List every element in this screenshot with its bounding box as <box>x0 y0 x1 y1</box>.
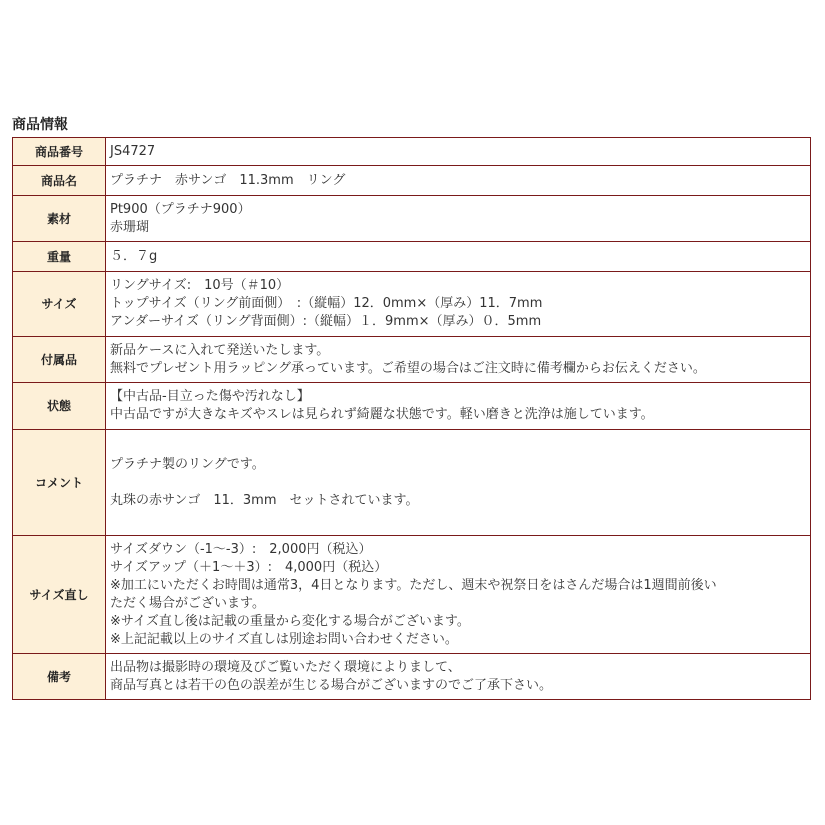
label-condition: 状態 <box>13 383 106 430</box>
label-resize: サイズ直し <box>13 536 106 654</box>
accessories-line: 無料でプレゼント用ラッピング承っています。ご希望の場合はご注文時に備考欄からお伝えください。 <box>110 360 706 376</box>
material-line: 赤珊瑚 <box>110 219 150 235</box>
section-title: 商品情報 <box>12 117 68 133</box>
label-weight: 重量 <box>13 242 106 272</box>
product-name-text: プラチナ 赤サンゴ 11.3mm リング <box>110 172 346 188</box>
value-accessories <box>106 337 811 383</box>
accessories-line: 新品ケースに入れて発送いたします。 <box>110 342 330 358</box>
resize-line: ※上記記載以上のサイズ直しは別途お問い合わせください。 <box>110 631 458 647</box>
row-notes <box>13 654 811 700</box>
label-size: サイズ <box>13 272 106 337</box>
row-accessories <box>13 337 811 383</box>
row-material <box>13 196 811 242</box>
label-product-name: 商品名 <box>13 166 106 196</box>
value-condition <box>106 383 811 430</box>
value-weight <box>106 242 811 272</box>
product-code-text: JS4727 <box>110 143 156 159</box>
material-line: Pt900（プラチナ900） <box>110 201 251 217</box>
row-condition <box>13 383 811 430</box>
value-product-name <box>106 166 811 196</box>
resize-line: ※加工にいただくお時間は通常3，4日となります。ただし、週末や祝祭日をはさんだ場合は1週間前後い <box>110 577 717 593</box>
label-notes: 備考 <box>13 654 106 700</box>
label-material: 素材 <box>13 196 106 242</box>
weight-text: ５．７g <box>110 248 158 264</box>
resize-line: サイズアップ（＋1～＋3）: 4,000円（税込） <box>110 559 388 575</box>
row-comment <box>13 430 811 536</box>
row-size <box>13 272 811 337</box>
size-line: リングサイズ: 10号（＃10） <box>110 278 290 293</box>
row-resize <box>13 536 811 654</box>
condition-line: 【中古品-目立った傷や汚れなし】 <box>110 389 310 404</box>
notes-line: 商品写真とは若干の色の誤差が生じる場合がございますのでご了承下さい。 <box>110 677 553 693</box>
value-resize <box>106 536 811 654</box>
row-product-code <box>13 138 811 166</box>
comment-spacer <box>110 474 806 492</box>
resize-line: ただく場合がございます。 <box>110 595 265 611</box>
resize-line: サイズダウン（-1～-3）: 2,000円（税込） <box>110 541 372 557</box>
size-line: トップサイズ（リング前面側） :（縦幅）12．0mm×（厚み）11．7mm <box>110 296 543 311</box>
condition-line: 中古品ですが大きなキズやスレは見られず綺麗な状態です。軽い磨きと洗浄は施しています。 <box>110 407 654 422</box>
value-product-code <box>106 138 811 166</box>
comment-line: プラチナ製のリングです。 <box>110 456 265 472</box>
row-weight <box>13 242 811 272</box>
row-product-name <box>13 166 811 196</box>
label-accessories: 付属品 <box>13 337 106 383</box>
comment-line: 丸珠の赤サンゴ 11．3mm セットされています。 <box>110 492 419 508</box>
label-product-code: 商品番号 <box>13 138 106 166</box>
value-size <box>106 272 811 337</box>
value-material <box>106 196 811 242</box>
value-comment <box>106 430 811 536</box>
value-notes <box>106 654 811 700</box>
resize-line: ※サイズ直し後は記載の重量から変化する場合がございます。 <box>110 613 470 629</box>
label-comment: コメント <box>13 430 106 536</box>
size-line: アンダーサイズ（リング背面側）:（縦幅）１．9mm×（厚み）０．5mm <box>110 314 542 329</box>
notes-line: 出品物は撮影時の環境及びご覧いただく環境によりまして、 <box>110 659 461 675</box>
product-info-table <box>12 137 811 700</box>
